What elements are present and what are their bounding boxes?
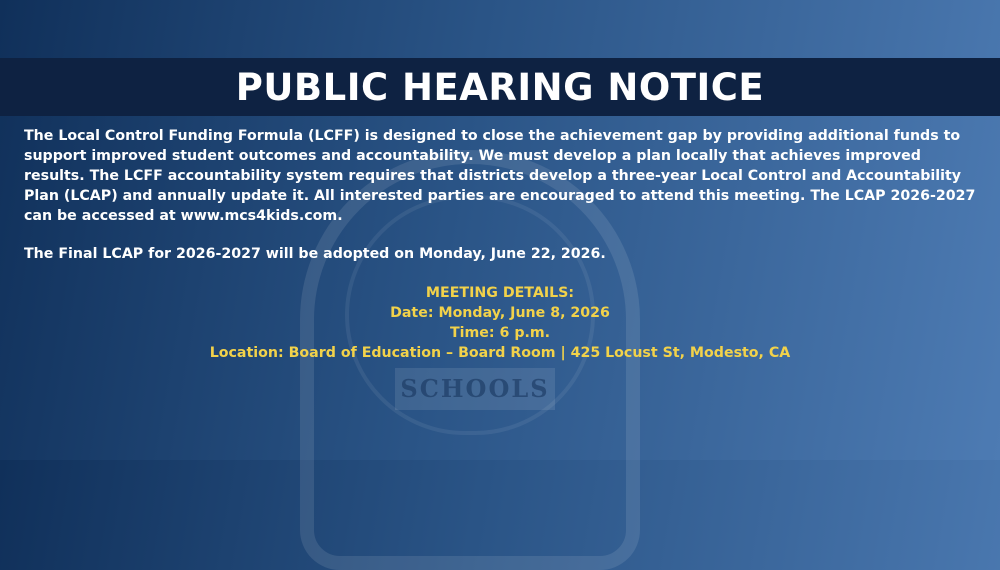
meeting-details (0, 283, 1000, 363)
meeting-date: Date: Monday, June 8, 2026 (390, 305, 610, 321)
meeting-time: Time: 6 p.m. (449, 325, 551, 341)
seal-banner: SCHOOLS (395, 368, 555, 410)
meeting-heading: MEETING DETAILS: (425, 285, 575, 301)
title-band (0, 58, 1000, 116)
meeting-location: Location: Board of Education – Board Room | 425 Locust St, Modesto, CA (209, 345, 791, 361)
adoption-statement: The Final LCAP for 2026-2027 will be adopted on Monday, June 22, 2026. (24, 246, 606, 262)
notice-body: The Local Control Funding Formula (LCFF) is designed to close the achievement gap by providing additional funds to support improved student outcomes and accountability. We must develop a plan locally that achieves improved results. The LCFF accountability system requires that districts develop a three-year Local Control and Accountability Plan (LCAP) and annually update it. All interested parties are encouraged to attend this meeting. The LCAP 2026-2027 can be accessed at www.mcs4kids.com. (24, 128, 976, 224)
page-title: PUBLIC HEARING NOTICE (235, 65, 765, 109)
